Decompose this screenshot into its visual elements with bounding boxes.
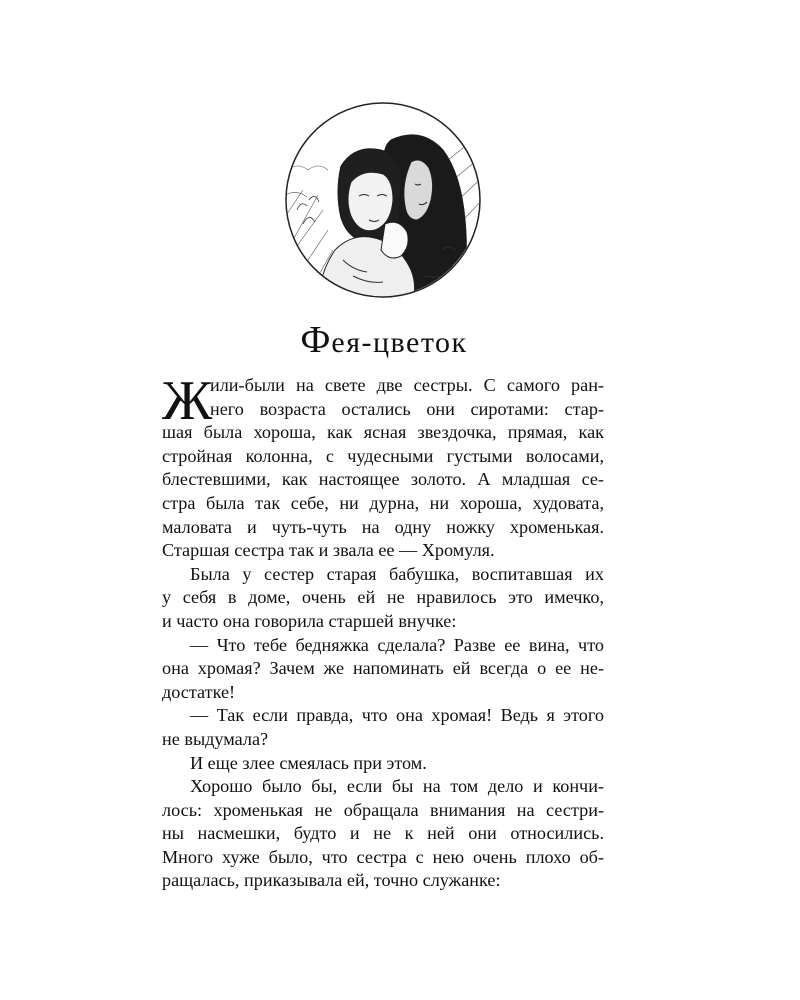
text-line: она хромая? Зачем же напоминать ей всегда о ее не- xyxy=(162,658,604,679)
title-initial: Ф xyxy=(300,319,332,361)
text-line: стра была так себе, ни дурна, ни хороша, худовата, xyxy=(162,492,604,513)
text-line: лось: хроменькая не обращала внимания на сестри- xyxy=(162,799,604,820)
text-line: маловата и чуть-чуть на одну ножку хроменькая. xyxy=(162,516,604,537)
text-line: — Что тебе бедняжка сделала? Разве ее вина, что xyxy=(190,634,604,655)
text-line: Старшая сестра так и звала ее — Хромуля. xyxy=(162,540,495,561)
text-line: у себя в доме, очень ей не нравилось это имечко, xyxy=(162,587,604,608)
text-line: И еще злее смеялась при этом. xyxy=(190,752,427,773)
text-line: ны насмешки, будто и не к ней они относились. xyxy=(162,823,604,844)
chapter-title xyxy=(0,318,768,362)
text-line: шая была хороша, как ясная звездочка, прямая, как xyxy=(162,422,604,443)
text-line: достатке! xyxy=(162,681,236,702)
text-line: блестевшими, как настоящее золото. А младшая се- xyxy=(162,469,604,490)
text-line: и часто она говорила старшей внучке: xyxy=(162,610,457,631)
text-line: — Так если правда, что она хромая! Ведь я этого xyxy=(190,705,604,726)
drop-cap: Ж xyxy=(162,370,213,432)
story-text xyxy=(162,370,604,893)
text-line: ращалась, приказывала ей, точно служанке: xyxy=(162,870,501,891)
text-line: Много хуже было, что сестра с нею очень плохо об- xyxy=(162,846,604,867)
text-line: стройная колонна, с чудесными густыми волосами, xyxy=(162,445,604,466)
title-rest: ея-цветок xyxy=(331,326,468,359)
text-line: Была у сестер старая бабушка, воспитавшая их xyxy=(190,563,604,584)
text-line: не выдумала? xyxy=(162,728,269,749)
text-line: Хорошо было бы, если бы на том дело и кончи- xyxy=(190,776,604,797)
text-line: него возраста остались они сиротами: стар- xyxy=(210,398,604,419)
vignette-illustration xyxy=(273,100,493,300)
text-line: или-были на свете две сестры. С самого ран- xyxy=(210,375,604,395)
